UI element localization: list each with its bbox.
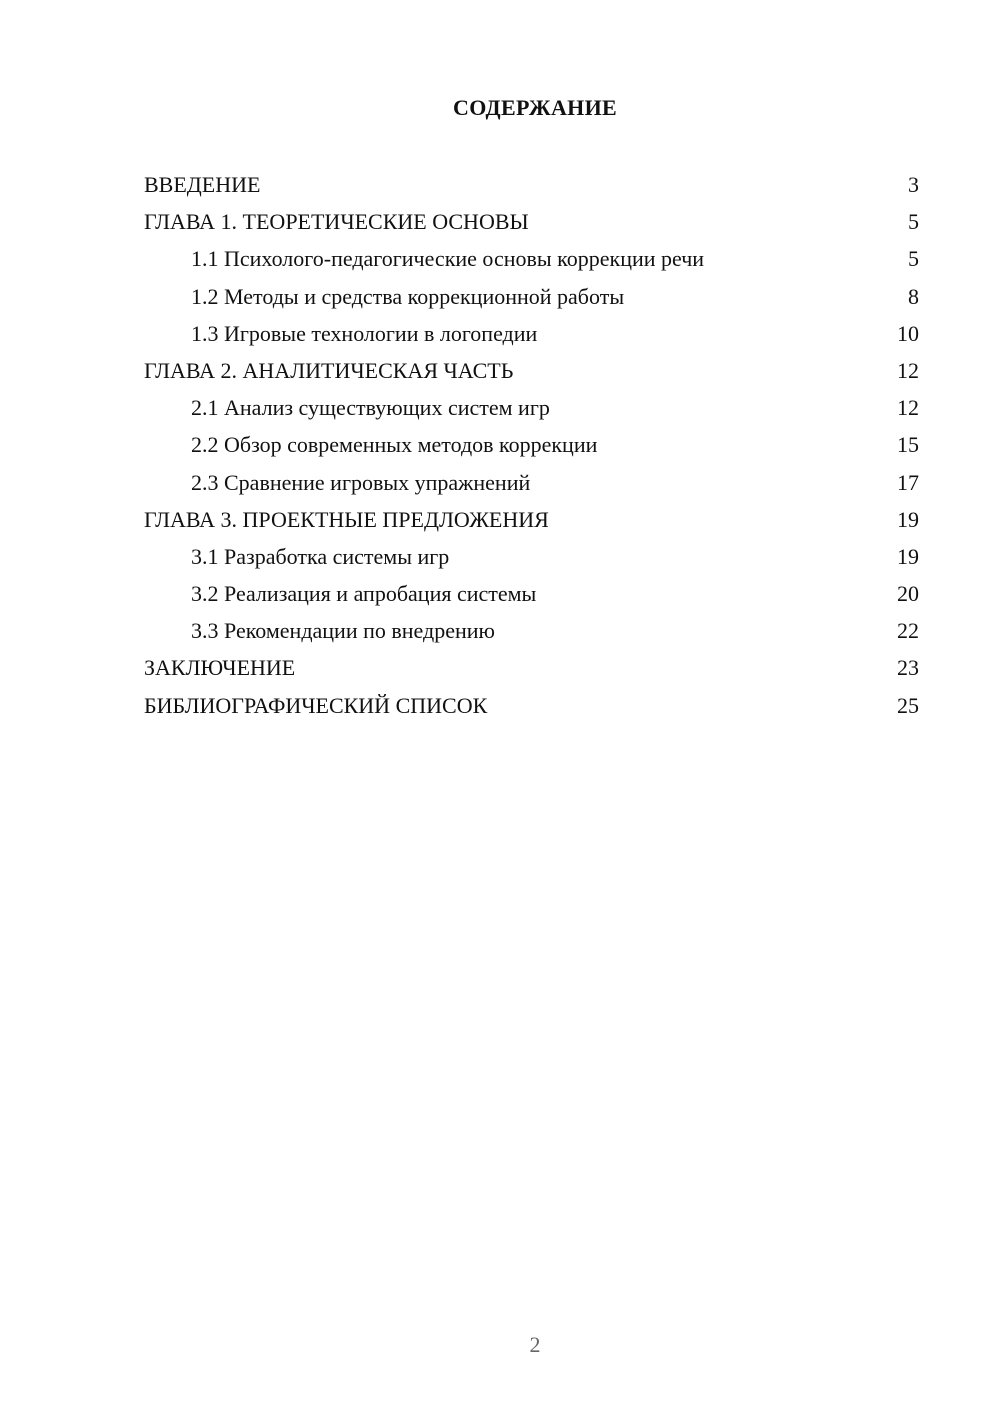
- toc-entry-page: 22: [897, 618, 919, 644]
- toc-entry-page: 15: [897, 432, 919, 458]
- toc-entry-page: 25: [897, 692, 919, 718]
- toc-entry-page: 8: [908, 283, 919, 309]
- toc-entry-page: 19: [897, 506, 919, 532]
- toc-entry-section-2-1[interactable]: [144, 389, 919, 426]
- toc-entry-section-3-2[interactable]: [144, 575, 919, 612]
- toc-entry-label: ГЛАВА 2. АНАЛИТИЧЕСКАЯ ЧАСТЬ: [144, 357, 514, 383]
- toc-entry-label: 3.1 Разработка системы игр: [191, 543, 450, 569]
- toc-entry-section-3-1[interactable]: [144, 538, 919, 575]
- toc-entry-label: 1.1 Психолого-педагогические основы коррекции речи: [191, 246, 705, 272]
- toc-entry-conclusion[interactable]: [144, 649, 919, 686]
- toc-entry-section-3-3[interactable]: [144, 612, 919, 649]
- toc-entry-page: 10: [897, 320, 919, 346]
- toc-entry-label: 1.2 Методы и средства коррекционной работы: [191, 283, 625, 309]
- toc-entry-label: 2.3 Сравнение игровых упражнений: [191, 469, 531, 495]
- toc-entry-label: БИБЛИОГРАФИЧЕСКИЙ СПИСОК: [144, 692, 488, 718]
- page-title: СОДЕРЖАНИЕ: [453, 95, 617, 120]
- toc-entry-chapter-3[interactable]: [144, 501, 919, 538]
- toc-entry-section-2-3[interactable]: [144, 464, 919, 501]
- toc-entry-page: 17: [897, 469, 919, 495]
- toc-entry-label: 3.3 Рекомендации по внедрению: [191, 618, 495, 644]
- toc-entry-section-1-2[interactable]: [144, 278, 919, 315]
- toc-entry-page: 19: [897, 543, 919, 569]
- toc-entry-label: ВВЕДЕНИЕ: [144, 172, 261, 197]
- toc-entry-chapter-2[interactable]: [144, 352, 919, 389]
- toc-entry-label: 1.3 Игровые технологии в логопедии: [191, 320, 538, 346]
- toc-entry-page: 5: [908, 246, 919, 272]
- table-of-contents: [144, 166, 919, 724]
- toc-entry-chapter-1[interactable]: [144, 203, 919, 240]
- page-number: 2: [529, 1332, 541, 1357]
- toc-entry-bibliography[interactable]: [144, 687, 919, 724]
- toc-entry-introduction[interactable]: [144, 166, 919, 203]
- toc-entry-label: ГЛАВА 3. ПРОЕКТНЫЕ ПРЕДЛОЖЕНИЯ: [144, 506, 549, 532]
- toc-entry-section-2-2[interactable]: [144, 426, 919, 463]
- toc-entry-page: 3: [908, 172, 919, 197]
- toc-entry-page: 12: [897, 395, 919, 421]
- toc-entry-page: 23: [897, 655, 919, 681]
- toc-entry-section-1-1[interactable]: [144, 240, 919, 277]
- toc-entry-page: 5: [908, 209, 919, 235]
- toc-entry-label: 3.2 Реализация и апробация системы: [191, 581, 537, 607]
- toc-entry-page: 12: [897, 357, 919, 383]
- toc-entry-page: 20: [897, 581, 919, 607]
- toc-entry-label: ЗАКЛЮЧЕНИЕ: [144, 655, 296, 681]
- toc-entry-label: ГЛАВА 1. ТЕОРЕТИЧЕСКИЕ ОСНОВЫ: [144, 209, 529, 235]
- toc-entry-label: 2.1 Анализ существующих систем игр: [191, 395, 550, 421]
- toc-entry-section-1-3[interactable]: [144, 315, 919, 352]
- toc-entry-label: 2.2 Обзор современных методов коррекции: [191, 432, 598, 458]
